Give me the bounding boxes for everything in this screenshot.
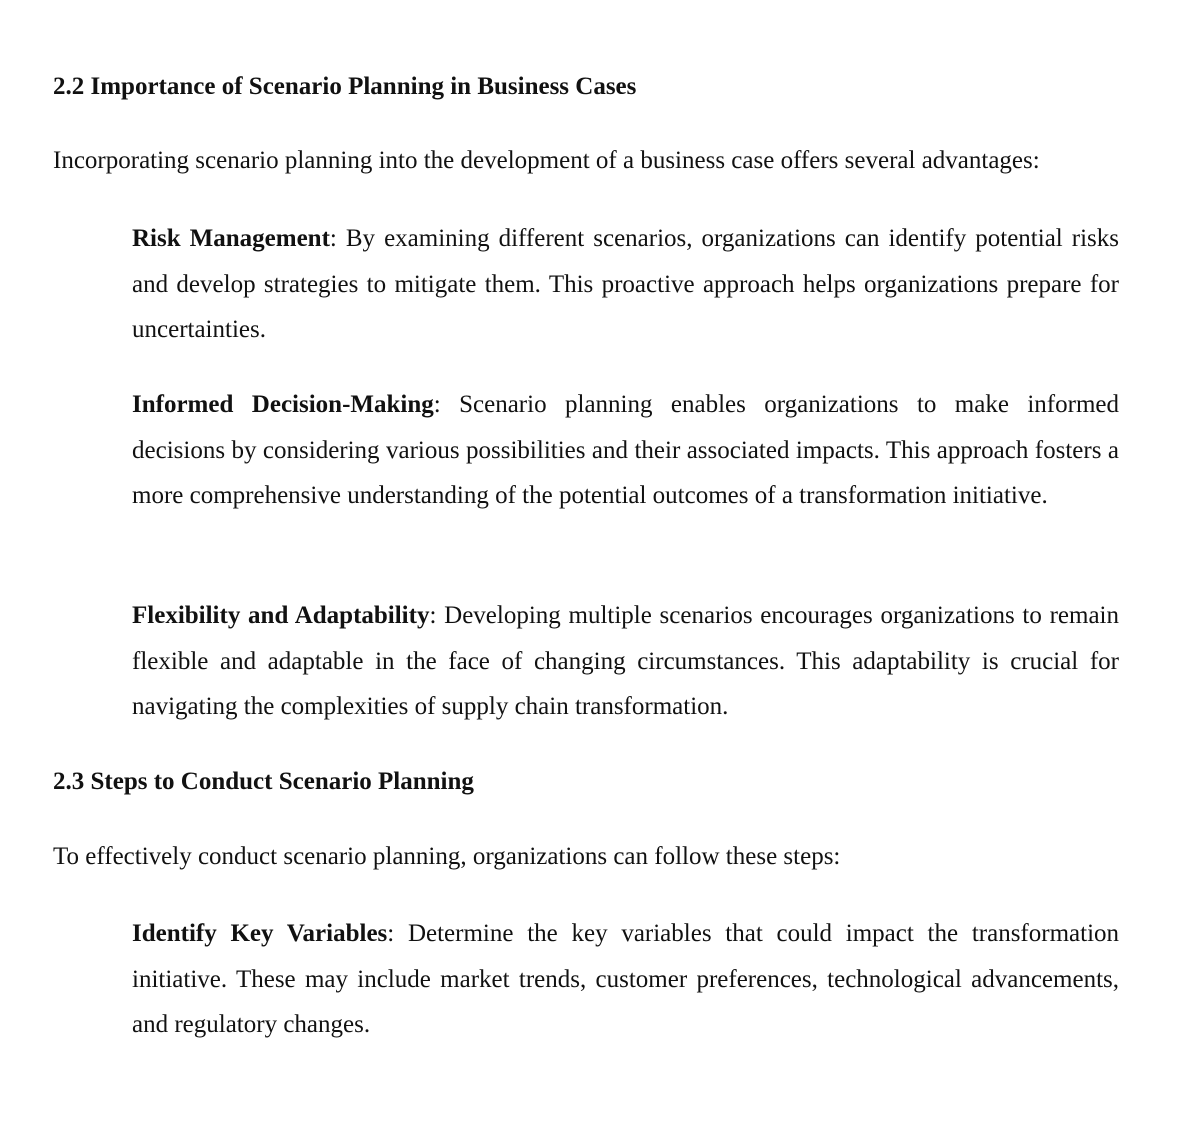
item-term: Flexibility and Adaptability bbox=[132, 602, 430, 629]
list-item-identify-key-variables bbox=[132, 911, 1119, 1048]
item-text: : By examining different scenarios, organizations can identify potential risks and develop strategies to mitigate them. This proactive approach helps organizations prepare for uncertainties. bbox=[132, 225, 1119, 343]
item-term: Risk Management bbox=[132, 225, 330, 252]
item-term: Informed Decision-Making bbox=[132, 391, 434, 418]
section-heading-2-2: 2.2 Importance of Scenario Planning in Business Cases bbox=[53, 73, 637, 100]
section-intro-2-3: To effectively conduct scenario planning, organizations can follow these steps: bbox=[53, 843, 841, 870]
section-heading-2-3: 2.3 Steps to Conduct Scenario Planning bbox=[53, 768, 474, 795]
list-item-informed-decision-making bbox=[132, 382, 1119, 519]
list-item-risk-management bbox=[132, 216, 1119, 353]
item-term: Identify Key Variables bbox=[132, 920, 388, 947]
section-intro-2-2: Incorporating scenario planning into the development of a business case offers several advantages: bbox=[53, 147, 1040, 174]
list-item-flexibility-adaptability bbox=[132, 593, 1119, 730]
item-text: : Scenario planning enables organizations to make informed decisions by considering various possibilities and their associated impacts. This approach fosters a more comprehensive understanding of the potential outcomes of a transformation initiative. bbox=[132, 391, 1120, 509]
item-text: : Determine the key variables that could impact the transformation initiative. These may include market trends, customer preferences, technological advancements, and regulatory changes. bbox=[132, 920, 1120, 1038]
item-text: : Developing multiple scenarios encourages organizations to remain flexible and adaptable in the face of changing circumstances. This adaptability is crucial for navigating the complexities of supply chain transformation. bbox=[132, 602, 1119, 720]
